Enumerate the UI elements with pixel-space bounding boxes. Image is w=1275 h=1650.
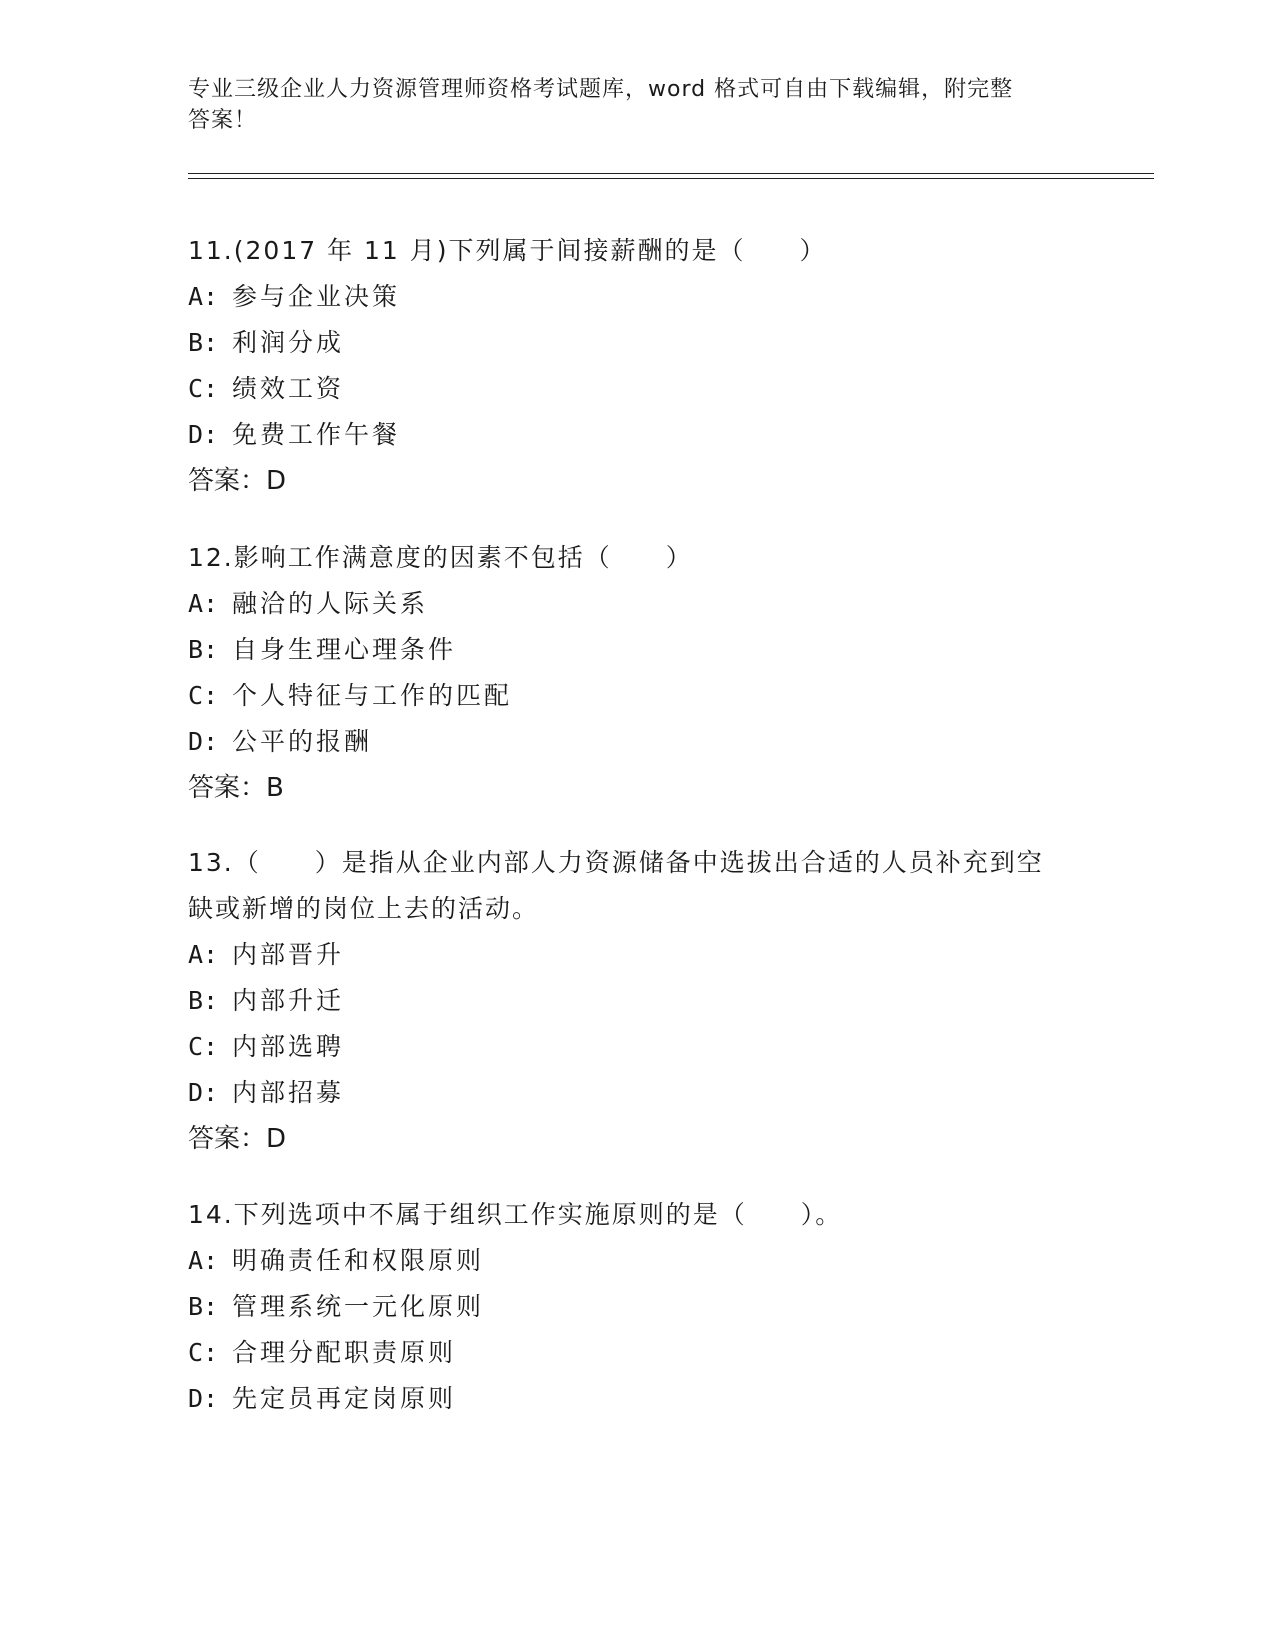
question-stem: 13.（ ）是指从企业内部人力资源储备中选拔出合适的人员补充到空缺或新增的岗位上去的活动。 [188,848,1044,923]
option-text: 参与企业决策 [232,282,401,311]
option-d [188,719,1088,765]
header-rule-bottom [188,178,1154,179]
header-line-1: 专业三级企业人力资源管理师资格考试题库，word 格式可自由下载编辑，附完整 [188,77,1014,102]
option-key: A: [188,1246,219,1275]
option-a [188,932,1068,978]
answer-line: 答案：B [188,773,284,803]
option-key: A: [188,282,219,311]
option-b [188,1284,1088,1330]
option-text: 内部升迁 [232,986,345,1015]
header-rule-top [188,173,1154,174]
option-d [188,412,1088,458]
option-text: 公平的报酬 [232,727,373,756]
option-key: B: [188,1292,219,1321]
document-header [188,74,1068,136]
option-text: 绩效工资 [232,374,345,403]
answer-line: 答案：D [188,466,287,496]
option-text: 明确责任和权限原则 [232,1246,485,1275]
header-line-2: 答案！ [188,108,258,133]
option-key: C: [188,374,219,403]
question-11 [188,228,1088,504]
question-12 [188,535,1088,811]
option-key: A: [188,940,219,969]
option-text: 利润分成 [232,328,345,357]
answer-line: 答案：D [188,1124,287,1154]
option-key: D: [188,1078,219,1107]
option-text: 免费工作午餐 [232,420,401,449]
option-text: 合理分配职责原则 [232,1338,457,1367]
option-b [188,627,1088,673]
option-a [188,274,1088,320]
option-key: A: [188,589,219,618]
option-b [188,320,1088,366]
option-text: 管理系统一元化原则 [232,1292,485,1321]
option-d [188,1070,1068,1116]
option-key: C: [188,1032,219,1061]
option-key: B: [188,635,219,664]
option-text: 个人特征与工作的匹配 [232,681,513,710]
question-stem: 12.影响工作满意度的因素不包括（ ） [188,543,693,572]
option-text: 内部晋升 [232,940,345,969]
option-key: D: [188,727,219,756]
question-stem: 11.(2017 年 11 月)下列属于间接薪酬的是（ ） [188,236,827,265]
option-c [188,1024,1068,1070]
option-key: C: [188,1338,219,1367]
option-text: 内部选聘 [232,1032,345,1061]
question-14 [188,1192,1088,1422]
question-stem: 14.下列选项中不属于组织工作实施原则的是（ ）。 [188,1200,843,1229]
option-c [188,366,1088,412]
option-d [188,1376,1088,1422]
option-a [188,1238,1088,1284]
option-key: B: [188,986,219,1015]
option-key: B: [188,328,219,357]
option-text: 融洽的人际关系 [232,589,429,618]
option-text: 内部招募 [232,1078,345,1107]
option-b [188,978,1068,1024]
option-key: D: [188,420,219,449]
option-key: C: [188,681,219,710]
option-text: 自身生理心理条件 [232,635,457,664]
option-text: 先定员再定岗原则 [232,1384,457,1413]
option-c [188,673,1088,719]
question-13 [188,840,1068,1162]
option-c [188,1330,1088,1376]
option-key: D: [188,1384,219,1413]
option-a [188,581,1088,627]
